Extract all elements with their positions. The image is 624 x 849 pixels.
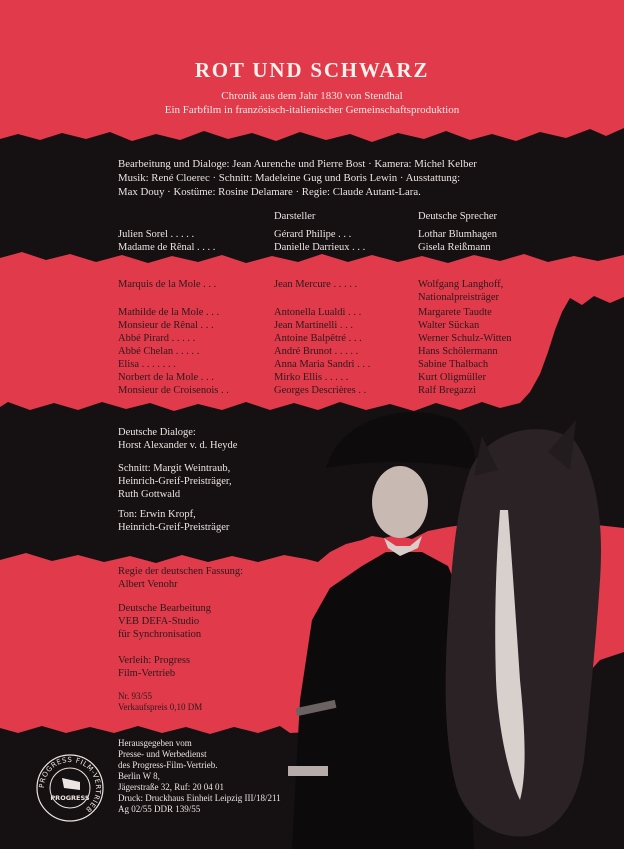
schnitt-line-3: Ruth Gottwald xyxy=(118,489,181,500)
cast-role: Mathilde de la Mole . . . xyxy=(118,307,220,318)
cast-speaker: Wolfgang Langhoff, xyxy=(418,279,504,290)
cast-speaker: Werner Schulz-Witten xyxy=(418,333,512,344)
cast-actor: Jean Mercure . . . . . xyxy=(274,279,358,290)
cast-actor: Antoine Balpêtré . . . xyxy=(274,333,362,344)
german-dialoge-name: Horst Alexander v. d. Heyde xyxy=(118,440,238,451)
imprint-line: des Progress-Film-Vertrieb. xyxy=(118,760,218,770)
credits-line-1: Bearbeitung und Dialoge: Jean Aurenche und Pierre Bost · Kamera: Michel Kelber xyxy=(118,158,477,170)
logo-flag xyxy=(62,778,80,790)
schnitt-line-2: Heinrich-Greif-Preisträger, xyxy=(118,476,232,487)
cast-speaker: Ralf Bregazzi xyxy=(418,385,477,396)
credits-line-3: Max Douy · Kostüme: Rosine Delamare · Regie: Claude Autant-Lara. xyxy=(118,186,421,198)
cast-actor: Mirko Ellis . . . . . xyxy=(274,372,349,383)
issue-number: Nr. 93/55 xyxy=(118,691,153,701)
cast-speaker: Gisela Reißmann xyxy=(418,242,491,253)
cast-actor: André Brunot . . . . . xyxy=(274,346,359,357)
german-dialoge-label: Deutsche Dialoge: xyxy=(118,427,196,438)
bearbeitung-line-2: VEB DEFA-Studio xyxy=(118,616,200,627)
page-title: ROT UND SCHWARZ xyxy=(194,58,430,82)
progress-film-logo xyxy=(34,752,106,824)
cast-actor: Gérard Philipe . . . xyxy=(274,229,352,240)
cast-role: Monsieur de Rênal . . . xyxy=(118,320,214,331)
cast-role: Elisa . . . . . . . xyxy=(118,359,176,370)
sale-price: Verkaufspreis 0,10 DM xyxy=(118,702,203,712)
cast-role: Julien Sorel . . . . . xyxy=(118,229,195,240)
imprint-line: Jägerstraße 32, Ruf: 20 04 01 xyxy=(118,782,224,792)
subtitle-line-2: Ein Farbfilm in französisch-italienischer Gemeinschaftsproduktion xyxy=(164,104,460,116)
imprint-line: Herausgegeben vom xyxy=(118,738,192,748)
ton-line-1: Ton: Erwin Kropf, xyxy=(118,509,196,520)
subtitle-line-1: Chronik aus dem Jahr 1830 von Stendhal xyxy=(221,90,403,102)
cast-actor: Jean Martinelli . . . xyxy=(274,320,354,331)
cast-header-speaker: Deutsche Sprecher xyxy=(418,211,498,222)
imprint-line: Druck: Druckhaus Einheit Leipzig III/18/211 xyxy=(118,793,281,803)
cast-role: Monsieur de Croisenois . . xyxy=(118,385,229,396)
regie-line-2: Albert Venohr xyxy=(118,579,178,590)
verleih-line-1: Verleih: Progress xyxy=(118,655,191,666)
cast-speaker: Margarete Taudte xyxy=(418,307,492,318)
bearbeitung-line-1: Deutsche Bearbeitung xyxy=(118,603,212,614)
cast-role: Marquis de la Mole . . . xyxy=(118,279,217,290)
cast-speaker: Walter Sückan xyxy=(418,320,480,331)
imprint-line: Ag 02/55 DDR 139/55 xyxy=(118,804,201,814)
ton-line-2: Heinrich-Greif-Preisträger xyxy=(118,522,230,533)
cast-actor: Anna Maria Sandri . . . xyxy=(274,359,371,370)
regie-line-1: Regie der deutschen Fassung: xyxy=(118,566,244,577)
cast-speaker: Hans Schölermann xyxy=(418,346,498,357)
logo-ring-text: PROGRESS FILM-VERTRIEB xyxy=(37,755,103,814)
logo-center-text: PROGRESS xyxy=(50,794,90,802)
verleih-line-2: Film-Vertrieb xyxy=(118,668,176,679)
cast-speaker: Sabine Thalbach xyxy=(418,359,489,370)
cast-header-actor: Darsteller xyxy=(274,211,316,222)
cast-speaker: Kurt Oligmüller xyxy=(418,372,486,383)
cast-role: Madame de Rênal . . . . xyxy=(118,242,216,253)
glove-hint xyxy=(288,766,328,776)
figure-face xyxy=(372,466,428,538)
cast-speaker: Nationalpreisträger xyxy=(418,292,500,303)
imprint-line: Presse- und Werbedienst xyxy=(118,749,207,759)
cast-actor: Danielle Darrieux . . . xyxy=(274,242,366,253)
cast-role: Abbé Chelan . . . . . xyxy=(118,346,200,357)
cast-role: Abbé Pirard . . . . . xyxy=(118,333,196,344)
cast-speaker: Lothar Blumhagen xyxy=(418,229,498,240)
cast-role: Norbert de la Mole . . . xyxy=(118,372,214,383)
cast-actor: Antonella Lualdi . . . xyxy=(274,307,362,318)
imprint-line: Berlin W 8, xyxy=(118,771,160,781)
schnitt-line-1: Schnitt: Margit Weintraub, xyxy=(118,463,231,474)
cast-actor: Georges Descrières . . xyxy=(274,385,367,396)
bearbeitung-line-3: für Synchronisation xyxy=(118,629,202,640)
credits-line-2: Musik: René Cloerec · Schnitt: Madeleine Gug und Boris Lewin · Ausstattung: xyxy=(118,172,461,184)
